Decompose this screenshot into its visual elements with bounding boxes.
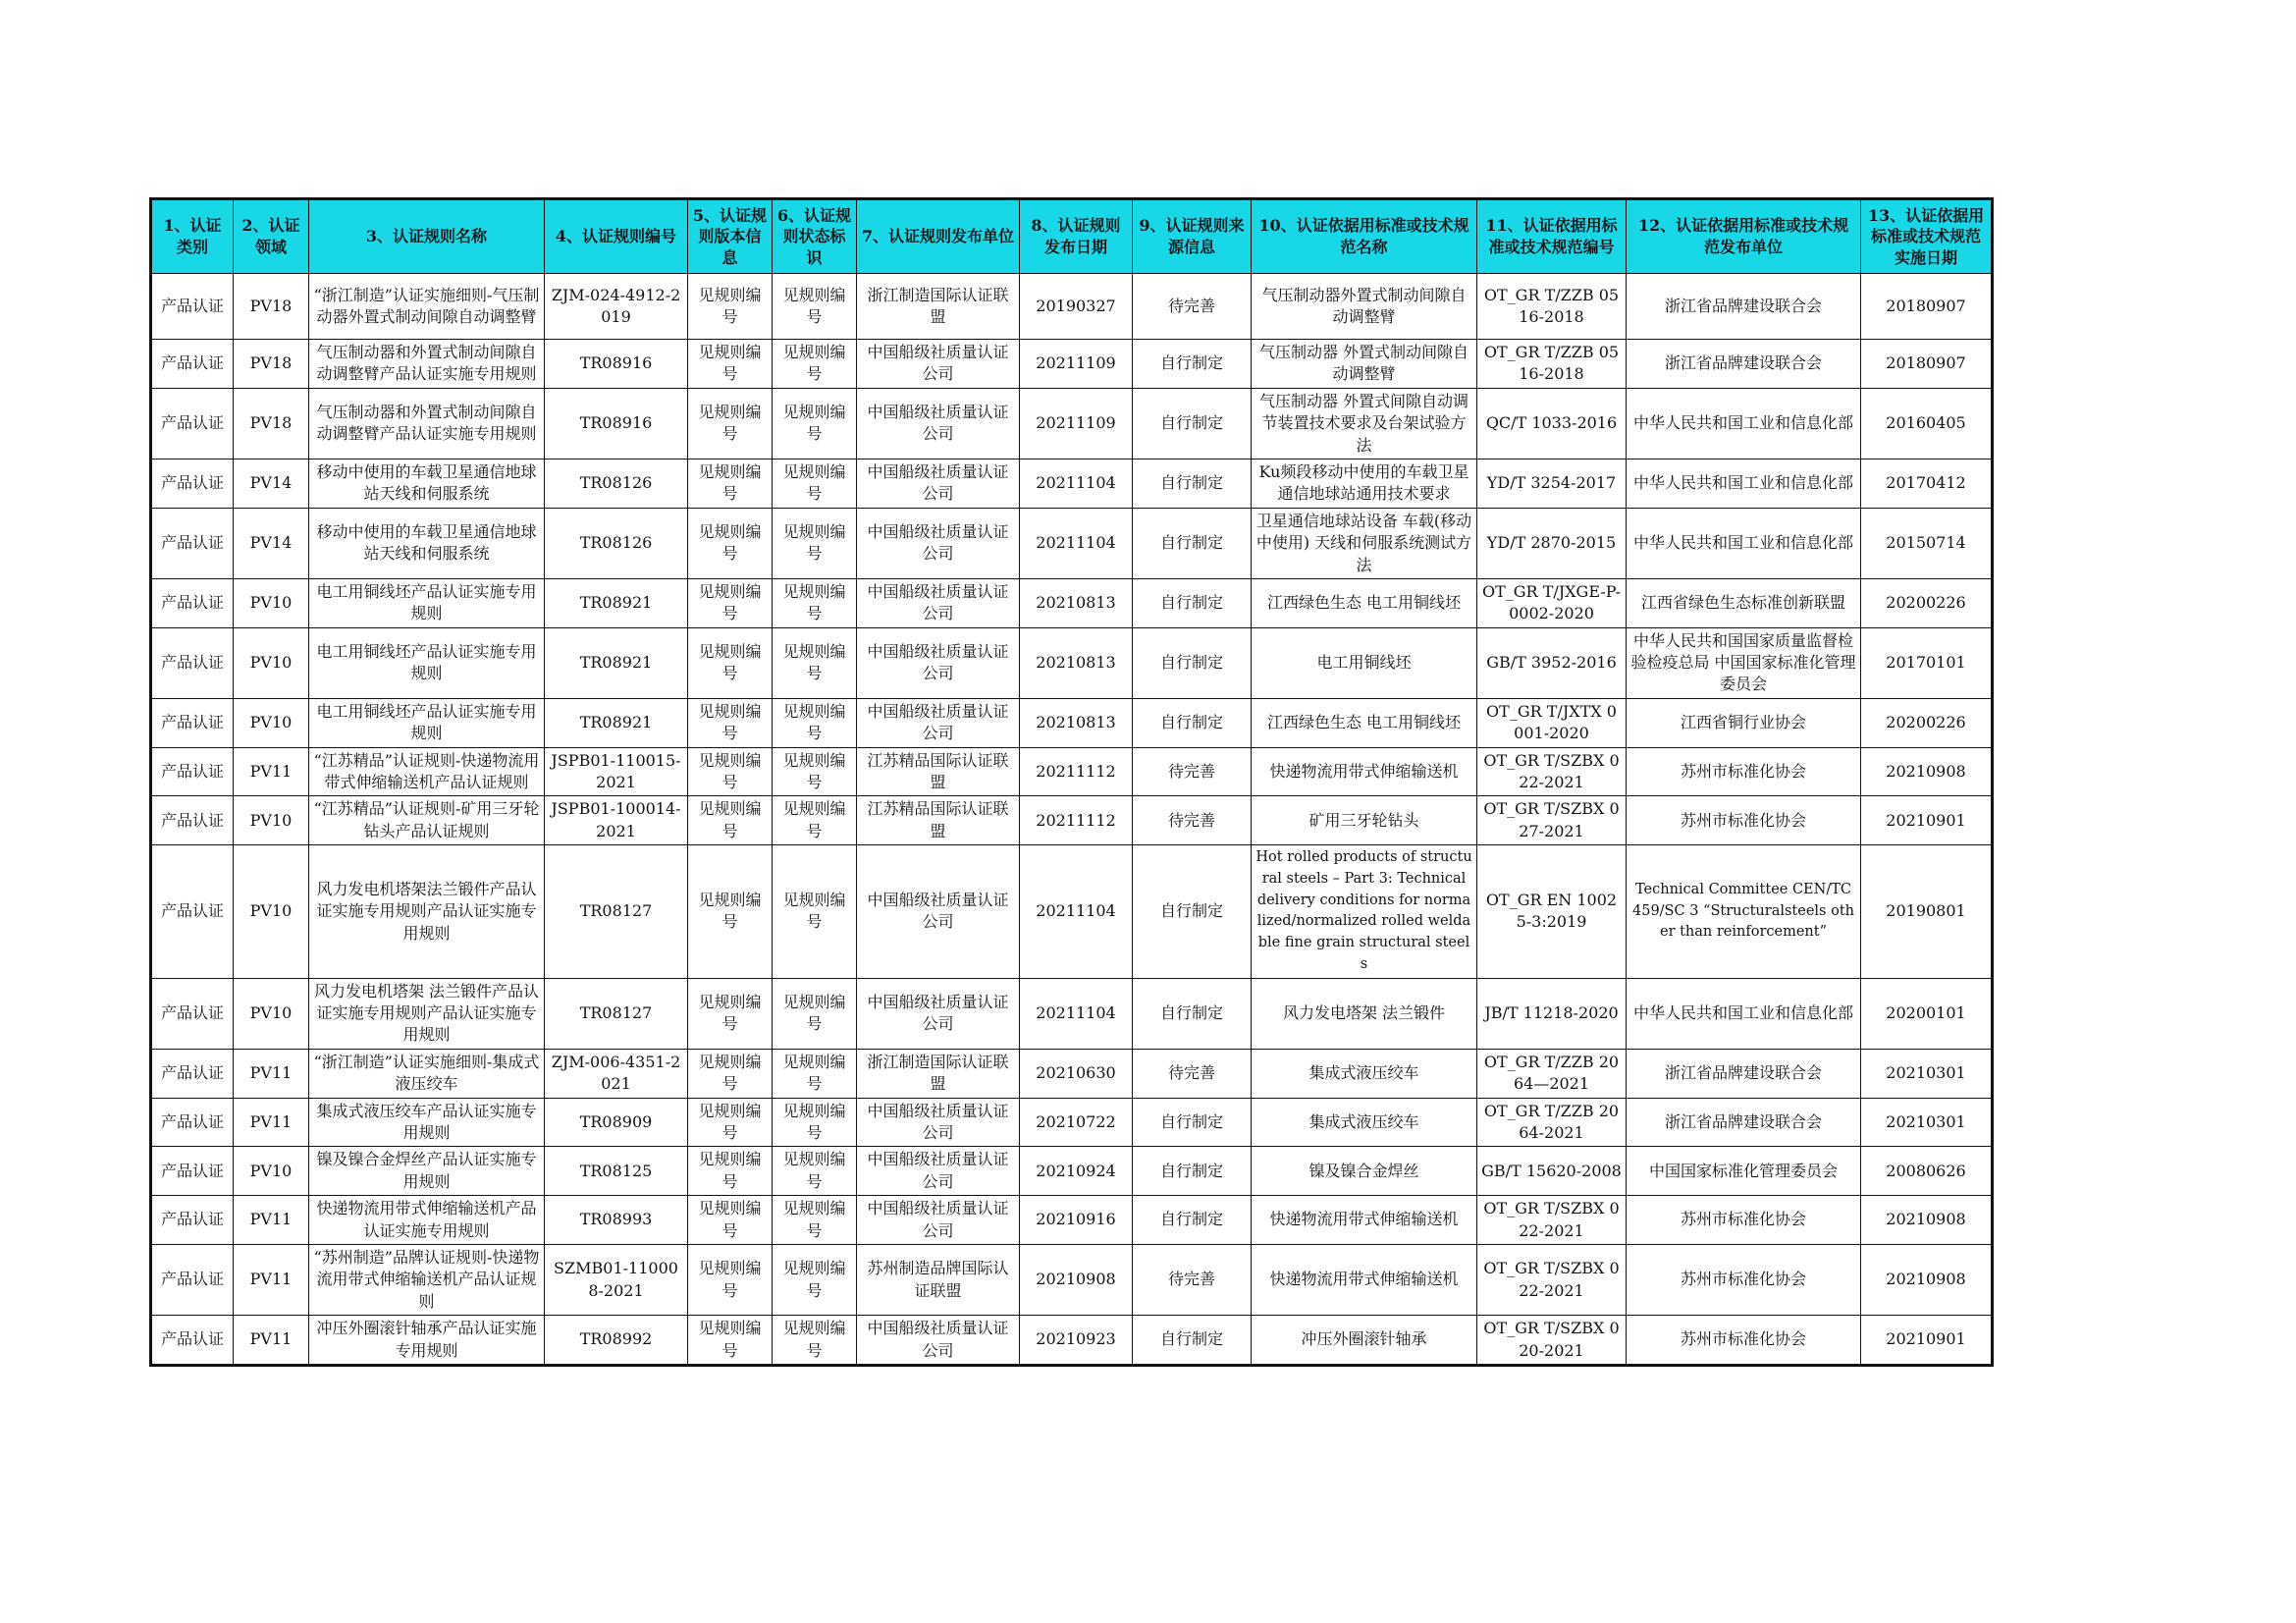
rule-date-cell: 20210813 [1020, 698, 1133, 747]
rule-issuer-cell: 中国船级社质量认证公司 [857, 340, 1020, 389]
cert-domain-cell: PV10 [234, 1147, 309, 1196]
rule-issuer-cell: 中国船级社质量认证公司 [857, 1196, 1020, 1245]
standard-number-cell: YD/T 3254-2017 [1477, 459, 1627, 508]
rule-name-cell: 风力发电机塔架法兰锻件产品认证实施专用规则产品认证实施专用规则 [309, 845, 545, 979]
standard-name-cell: 气压制动器外置式制动间隙自动调整臂 [1252, 274, 1477, 340]
rule-name-cell: 镍及镍合金焊丝产品认证实施专用规则 [309, 1147, 545, 1196]
rule-status-cell: 见规则编号 [773, 698, 857, 747]
cert-domain-cell: PV10 [234, 845, 309, 979]
standard-date-cell: 20210908 [1861, 1245, 1993, 1316]
rule-date-cell: 20211112 [1020, 796, 1133, 845]
rule-source-cell: 自行制定 [1133, 508, 1252, 578]
rule-issuer-cell: 浙江制造国际认证联盟 [857, 274, 1020, 340]
cert-domain-cell: PV11 [234, 1245, 309, 1316]
cert-category-cell: 产品认证 [151, 1098, 234, 1147]
standard-date-cell: 20200101 [1861, 978, 1993, 1049]
cert-domain-cell: PV11 [234, 747, 309, 796]
rule-version-cell: 见规则编号 [688, 459, 773, 508]
rule-version-cell: 见规则编号 [688, 388, 773, 459]
rule-number-cell: TR08921 [545, 578, 688, 627]
rule-name-cell: “浙江制造”认证实施细则-集成式液压绞车 [309, 1049, 545, 1098]
rule-date-cell: 20211112 [1020, 747, 1133, 796]
standard-issuer-cell: 中华人民共和国国家质量监督检验检疫总局 中国国家标准化管理委员会 [1627, 627, 1861, 698]
rule-source-cell: 待完善 [1133, 796, 1252, 845]
column-header: 2、认证领域 [234, 199, 309, 274]
table-row [151, 340, 1993, 389]
standard-number-cell: GB/T 3952-2016 [1477, 627, 1627, 698]
rule-status-cell: 见规则编号 [773, 274, 857, 340]
rule-number-cell: SZMB01-110008-2021 [545, 1245, 688, 1316]
standard-issuer-cell: 中国国家标准化管理委员会 [1627, 1147, 1861, 1196]
rule-status-cell: 见规则编号 [773, 578, 857, 627]
cert-category-cell: 产品认证 [151, 340, 234, 389]
rule-issuer-cell: 江苏精品国际认证联盟 [857, 747, 1020, 796]
rule-date-cell: 20210916 [1020, 1196, 1133, 1245]
rule-version-cell: 见规则编号 [688, 274, 773, 340]
rule-version-cell: 见规则编号 [688, 1196, 773, 1245]
cert-domain-cell: PV18 [234, 388, 309, 459]
rule-status-cell: 见规则编号 [773, 459, 857, 508]
rule-date-cell: 20210908 [1020, 1245, 1133, 1316]
standard-name-cell: 快递物流用带式伸缩输送机 [1252, 1196, 1477, 1245]
standard-date-cell: 20200226 [1861, 578, 1993, 627]
rule-number-cell: TR08916 [545, 388, 688, 459]
column-header: 5、认证规则版本信息 [688, 199, 773, 274]
cert-category-cell: 产品认证 [151, 1196, 234, 1245]
rule-number-cell: TR08916 [545, 340, 688, 389]
standard-date-cell: 20210901 [1861, 796, 1993, 845]
standard-issuer-cell: 苏州市标准化协会 [1627, 747, 1861, 796]
table-row [151, 578, 1993, 627]
standard-issuer-cell: Technical Committee CEN/TC 459/SC 3 “Structuralsteels other than reinforcement” [1627, 845, 1861, 979]
standard-date-cell: 20160405 [1861, 388, 1993, 459]
rule-name-cell: 电工用铜线坯产品认证实施专用规则 [309, 578, 545, 627]
cert-domain-cell: PV11 [234, 1098, 309, 1147]
standard-date-cell: 20080626 [1861, 1147, 1993, 1196]
standard-name-cell: 快递物流用带式伸缩输送机 [1252, 747, 1477, 796]
column-header: 1、认证类别 [151, 199, 234, 274]
standard-number-cell: OT_GR T/SZBX 022-2021 [1477, 1196, 1627, 1245]
rule-date-cell: 20210630 [1020, 1049, 1133, 1098]
rule-issuer-cell: 中国船级社质量认证公司 [857, 698, 1020, 747]
column-header: 8、认证规则发布日期 [1020, 199, 1133, 274]
standard-issuer-cell: 苏州市标准化协会 [1627, 1196, 1861, 1245]
rule-name-cell: 快递物流用带式伸缩输送机产品认证实施专用规则 [309, 1196, 545, 1245]
standard-name-cell: Ku频段移动中使用的车载卫星通信地球站通用技术要求 [1252, 459, 1477, 508]
rule-number-cell: TR08126 [545, 508, 688, 578]
rule-number-cell: TR08127 [545, 845, 688, 979]
rule-version-cell: 见规则编号 [688, 698, 773, 747]
certification-rules-table [149, 197, 1994, 1367]
standard-issuer-cell: 浙江省品牌建设联合会 [1627, 274, 1861, 340]
standard-number-cell: OT_GR T/JXTX 0001-2020 [1477, 698, 1627, 747]
column-header: 9、认证规则来源信息 [1133, 199, 1252, 274]
rule-number-cell: TR08127 [545, 978, 688, 1049]
rule-status-cell: 见规则编号 [773, 1147, 857, 1196]
rule-version-cell: 见规则编号 [688, 845, 773, 979]
rule-number-cell: TR08992 [545, 1316, 688, 1366]
standard-date-cell: 20200226 [1861, 698, 1993, 747]
table-row [151, 459, 1993, 508]
cert-category-cell: 产品认证 [151, 508, 234, 578]
rule-issuer-cell: 中国船级社质量认证公司 [857, 508, 1020, 578]
standard-number-cell: JB/T 11218-2020 [1477, 978, 1627, 1049]
standard-name-cell: 电工用铜线坯 [1252, 627, 1477, 698]
standard-name-cell: 风力发电塔架 法兰锻件 [1252, 978, 1477, 1049]
standard-number-cell: OT_GR T/SZBX 022-2021 [1477, 747, 1627, 796]
standard-date-cell: 20210301 [1861, 1098, 1993, 1147]
standard-name-cell: 江西绿色生态 电工用铜线坯 [1252, 698, 1477, 747]
cert-category-cell: 产品认证 [151, 274, 234, 340]
standard-name-cell: 江西绿色生态 电工用铜线坯 [1252, 578, 1477, 627]
standard-date-cell: 20180907 [1861, 274, 1993, 340]
rule-version-cell: 见规则编号 [688, 747, 773, 796]
standard-date-cell: 20170101 [1861, 627, 1993, 698]
header-row [151, 199, 1993, 274]
rule-number-cell: JSPB01-110015-2021 [545, 747, 688, 796]
standard-date-cell: 20190801 [1861, 845, 1993, 979]
rule-issuer-cell: 中国船级社质量认证公司 [857, 1147, 1020, 1196]
standard-number-cell: QC/T 1033-2016 [1477, 388, 1627, 459]
table-row [151, 1098, 1993, 1147]
cert-category-cell: 产品认证 [151, 578, 234, 627]
rule-status-cell: 见规则编号 [773, 1316, 857, 1366]
rule-date-cell: 20211109 [1020, 340, 1133, 389]
cert-domain-cell: PV10 [234, 578, 309, 627]
rule-date-cell: 20211104 [1020, 845, 1133, 979]
rule-version-cell: 见规则编号 [688, 978, 773, 1049]
rule-source-cell: 待完善 [1133, 747, 1252, 796]
cert-category-cell: 产品认证 [151, 627, 234, 698]
rule-issuer-cell: 中国船级社质量认证公司 [857, 578, 1020, 627]
standard-name-cell: 集成式液压绞车 [1252, 1098, 1477, 1147]
standard-number-cell: OT_GR T/ZZB 2064—2021 [1477, 1049, 1627, 1098]
rule-status-cell: 见规则编号 [773, 1098, 857, 1147]
cert-domain-cell: PV11 [234, 1049, 309, 1098]
standard-issuer-cell: 中华人民共和国工业和信息化部 [1627, 388, 1861, 459]
rule-version-cell: 见规则编号 [688, 508, 773, 578]
cert-category-cell: 产品认证 [151, 1049, 234, 1098]
rule-issuer-cell: 中国船级社质量认证公司 [857, 459, 1020, 508]
standard-issuer-cell: 中华人民共和国工业和信息化部 [1627, 459, 1861, 508]
column-header: 6、认证规则状态标识 [773, 199, 857, 274]
table-row [151, 1196, 1993, 1245]
rule-date-cell: 20211104 [1020, 978, 1133, 1049]
standard-date-cell: 20210301 [1861, 1049, 1993, 1098]
standard-number-cell: YD/T 2870-2015 [1477, 508, 1627, 578]
standard-issuer-cell: 浙江省品牌建设联合会 [1627, 1098, 1861, 1147]
standard-number-cell: OT_GR T/SZBX 022-2021 [1477, 1245, 1627, 1316]
rule-source-cell: 自行制定 [1133, 388, 1252, 459]
cert-domain-cell: PV14 [234, 508, 309, 578]
cert-domain-cell: PV10 [234, 796, 309, 845]
table-row [151, 1316, 1993, 1366]
standard-name-cell: 镍及镍合金焊丝 [1252, 1147, 1477, 1196]
cert-category-cell: 产品认证 [151, 747, 234, 796]
cert-domain-cell: PV10 [234, 627, 309, 698]
rule-name-cell: 冲压外圈滚针轴承产品认证实施专用规则 [309, 1316, 545, 1366]
rule-name-cell: 电工用铜线坯产品认证实施专用规则 [309, 698, 545, 747]
rule-issuer-cell: 中国船级社质量认证公司 [857, 627, 1020, 698]
rule-source-cell: 自行制定 [1133, 578, 1252, 627]
standard-name-cell: Hot rolled products of structural steels – Part 3: Technical delivery conditions for normalized/normalized rolled weldable fine grain structural steels [1252, 845, 1477, 979]
rule-name-cell: 集成式液压绞车产品认证实施专用规则 [309, 1098, 545, 1147]
standard-name-cell: 气压制动器 外置式间隙自动调节装置技术要求及台架试验方法 [1252, 388, 1477, 459]
cert-domain-cell: PV18 [234, 340, 309, 389]
table-row [151, 1147, 1993, 1196]
standard-date-cell: 20150714 [1861, 508, 1993, 578]
standard-issuer-cell: 浙江省品牌建设联合会 [1627, 1049, 1861, 1098]
rule-issuer-cell: 浙江制造国际认证联盟 [857, 1049, 1020, 1098]
rule-source-cell: 待完善 [1133, 274, 1252, 340]
table-row [151, 1049, 1993, 1098]
cert-domain-cell: PV10 [234, 698, 309, 747]
rule-version-cell: 见规则编号 [688, 1098, 773, 1147]
cert-domain-cell: PV14 [234, 459, 309, 508]
standard-name-cell: 矿用三牙轮钻头 [1252, 796, 1477, 845]
rule-date-cell: 20211109 [1020, 388, 1133, 459]
rule-status-cell: 见规则编号 [773, 1196, 857, 1245]
rule-issuer-cell: 苏州制造品牌国际认证联盟 [857, 1245, 1020, 1316]
rule-source-cell: 自行制定 [1133, 459, 1252, 508]
table-row [151, 274, 1993, 340]
rule-number-cell: TR08993 [545, 1196, 688, 1245]
cert-category-cell: 产品认证 [151, 1316, 234, 1366]
rule-source-cell: 自行制定 [1133, 340, 1252, 389]
rule-source-cell: 待完善 [1133, 1049, 1252, 1098]
cert-category-cell: 产品认证 [151, 388, 234, 459]
standard-number-cell: OT_GR T/SZBX 020-2021 [1477, 1316, 1627, 1366]
standard-name-cell: 快递物流用带式伸缩输送机 [1252, 1245, 1477, 1316]
rule-name-cell: “苏州制造”品牌认证规则-快递物流用带式伸缩输送机产品认证规则 [309, 1245, 545, 1316]
column-header: 10、认证依据用标准或技术规范名称 [1252, 199, 1477, 274]
table-header [151, 199, 1993, 274]
rule-date-cell: 20210924 [1020, 1147, 1133, 1196]
standard-name-cell: 气压制动器 外置式制动间隙自动调整臂 [1252, 340, 1477, 389]
cert-domain-cell: PV11 [234, 1316, 309, 1366]
rule-version-cell: 见规则编号 [688, 340, 773, 389]
rule-number-cell: ZJM-006-4351-2021 [545, 1049, 688, 1098]
rule-name-cell: 气压制动器和外置式制动间隙自动调整臂产品认证实施专用规则 [309, 340, 545, 389]
cert-category-cell: 产品认证 [151, 978, 234, 1049]
rule-date-cell: 20211104 [1020, 508, 1133, 578]
cert-category-cell: 产品认证 [151, 698, 234, 747]
rule-status-cell: 见规则编号 [773, 1049, 857, 1098]
rule-number-cell: TR08126 [545, 459, 688, 508]
rule-version-cell: 见规则编号 [688, 1147, 773, 1196]
standard-issuer-cell: 苏州市标准化协会 [1627, 1245, 1861, 1316]
rule-number-cell: TR08909 [545, 1098, 688, 1147]
rule-version-cell: 见规则编号 [688, 1245, 773, 1316]
rule-issuer-cell: 江苏精品国际认证联盟 [857, 796, 1020, 845]
table-row [151, 978, 1993, 1049]
standard-date-cell: 20210901 [1861, 1316, 1993, 1366]
rule-name-cell: 移动中使用的车载卫星通信地球站天线和伺服系统 [309, 508, 545, 578]
rule-number-cell: TR08921 [545, 627, 688, 698]
rule-status-cell: 见规则编号 [773, 747, 857, 796]
column-header: 11、认证依据用标准或技术规范编号 [1477, 199, 1627, 274]
table-row [151, 796, 1993, 845]
standard-date-cell: 20210908 [1861, 1196, 1993, 1245]
rule-name-cell: 电工用铜线坯产品认证实施专用规则 [309, 627, 545, 698]
rule-source-cell: 自行制定 [1133, 1147, 1252, 1196]
cert-category-cell: 产品认证 [151, 1147, 234, 1196]
column-header: 7、认证规则发布单位 [857, 199, 1020, 274]
rule-date-cell: 20210722 [1020, 1098, 1133, 1147]
rule-source-cell: 自行制定 [1133, 1316, 1252, 1366]
standard-name-cell: 卫星通信地球站设备 车载(移动中使用) 天线和伺服系统测试方法 [1252, 508, 1477, 578]
standard-name-cell: 冲压外圈滚针轴承 [1252, 1316, 1477, 1366]
rule-number-cell: TR08921 [545, 698, 688, 747]
rule-status-cell: 见规则编号 [773, 627, 857, 698]
cert-domain-cell: PV11 [234, 1196, 309, 1245]
standard-issuer-cell: 苏州市标准化协会 [1627, 796, 1861, 845]
column-header: 13、认证依据用标准或技术规范实施日期 [1861, 199, 1993, 274]
rule-version-cell: 见规则编号 [688, 796, 773, 845]
rule-source-cell: 自行制定 [1133, 698, 1252, 747]
rule-version-cell: 见规则编号 [688, 1049, 773, 1098]
column-header: 4、认证规则编号 [545, 199, 688, 274]
rule-version-cell: 见规则编号 [688, 578, 773, 627]
standard-number-cell: OT_GR T/SZBX 027-2021 [1477, 796, 1627, 845]
rule-date-cell: 20210813 [1020, 578, 1133, 627]
rule-status-cell: 见规则编号 [773, 388, 857, 459]
standard-number-cell: OT_GR T/ZZB 0516-2018 [1477, 274, 1627, 340]
standard-issuer-cell: 中华人民共和国工业和信息化部 [1627, 978, 1861, 1049]
standard-date-cell: 20180907 [1861, 340, 1993, 389]
cert-category-cell: 产品认证 [151, 796, 234, 845]
table-row [151, 747, 1993, 796]
standard-issuer-cell: 江西省铜行业协会 [1627, 698, 1861, 747]
rule-status-cell: 见规则编号 [773, 796, 857, 845]
table-row [151, 1245, 1993, 1316]
standard-issuer-cell: 浙江省品牌建设联合会 [1627, 340, 1861, 389]
standard-number-cell: OT_GR T/JXGE-P-0002-2020 [1477, 578, 1627, 627]
rule-name-cell: 移动中使用的车载卫星通信地球站天线和伺服系统 [309, 459, 545, 508]
table-row [151, 845, 1993, 979]
rule-issuer-cell: 中国船级社质量认证公司 [857, 388, 1020, 459]
rule-status-cell: 见规则编号 [773, 1245, 857, 1316]
standard-date-cell: 20210908 [1861, 747, 1993, 796]
rule-status-cell: 见规则编号 [773, 845, 857, 979]
rule-date-cell: 20210813 [1020, 627, 1133, 698]
column-header: 12、认证依据用标准或技术规范发布单位 [1627, 199, 1861, 274]
rule-date-cell: 20210923 [1020, 1316, 1133, 1366]
cert-domain-cell: PV10 [234, 978, 309, 1049]
standard-issuer-cell: 苏州市标准化协会 [1627, 1316, 1861, 1366]
table-row [151, 698, 1993, 747]
rule-issuer-cell: 中国船级社质量认证公司 [857, 1098, 1020, 1147]
table-row [151, 388, 1993, 459]
rule-source-cell: 待完善 [1133, 1245, 1252, 1316]
rule-issuer-cell: 中国船级社质量认证公司 [857, 978, 1020, 1049]
rule-number-cell: TR08125 [545, 1147, 688, 1196]
standard-date-cell: 20170412 [1861, 459, 1993, 508]
rule-version-cell: 见规则编号 [688, 1316, 773, 1366]
standard-number-cell: OT_GR T/ZZB 0516-2018 [1477, 340, 1627, 389]
standard-name-cell: 集成式液压绞车 [1252, 1049, 1477, 1098]
cert-category-cell: 产品认证 [151, 459, 234, 508]
table-row [151, 627, 1993, 698]
rule-issuer-cell: 中国船级社质量认证公司 [857, 1316, 1020, 1366]
rule-status-cell: 见规则编号 [773, 978, 857, 1049]
standard-number-cell: OT_GR EN 10025-3:2019 [1477, 845, 1627, 979]
rule-status-cell: 见规则编号 [773, 340, 857, 389]
rule-issuer-cell: 中国船级社质量认证公司 [857, 845, 1020, 979]
table-row [151, 508, 1993, 578]
rule-date-cell: 20190327 [1020, 274, 1133, 340]
rule-source-cell: 自行制定 [1133, 627, 1252, 698]
column-header: 3、认证规则名称 [309, 199, 545, 274]
rule-name-cell: “江苏精品”认证规则-快递物流用带式伸缩输送机产品认证规则 [309, 747, 545, 796]
rule-source-cell: 自行制定 [1133, 1098, 1252, 1147]
rule-name-cell: “浙江制造”认证实施细则-气压制动器外置式制动间隙自动调整臂 [309, 274, 545, 340]
cert-category-cell: 产品认证 [151, 845, 234, 979]
rule-name-cell: 气压制动器和外置式制动间隙自动调整臂产品认证实施专用规则 [309, 388, 545, 459]
standard-issuer-cell: 江西省绿色生态标准创新联盟 [1627, 578, 1861, 627]
rule-source-cell: 自行制定 [1133, 1196, 1252, 1245]
rule-number-cell: JSPB01-100014-2021 [545, 796, 688, 845]
cert-domain-cell: PV18 [234, 274, 309, 340]
standard-issuer-cell: 中华人民共和国工业和信息化部 [1627, 508, 1861, 578]
rule-source-cell: 自行制定 [1133, 845, 1252, 979]
rule-number-cell: ZJM-024-4912-2019 [545, 274, 688, 340]
rule-date-cell: 20211104 [1020, 459, 1133, 508]
rule-name-cell: “江苏精品”认证规则-矿用三牙轮钻头产品认证规则 [309, 796, 545, 845]
rule-source-cell: 自行制定 [1133, 978, 1252, 1049]
standard-number-cell: OT_GR T/ZZB 2064-2021 [1477, 1098, 1627, 1147]
table-body [151, 274, 1993, 1366]
rule-version-cell: 见规则编号 [688, 627, 773, 698]
rule-status-cell: 见规则编号 [773, 508, 857, 578]
rule-name-cell: 风力发电机塔架 法兰锻件产品认证实施专用规则产品认证实施专用规则 [309, 978, 545, 1049]
standard-number-cell: GB/T 15620-2008 [1477, 1147, 1627, 1196]
cert-category-cell: 产品认证 [151, 1245, 234, 1316]
